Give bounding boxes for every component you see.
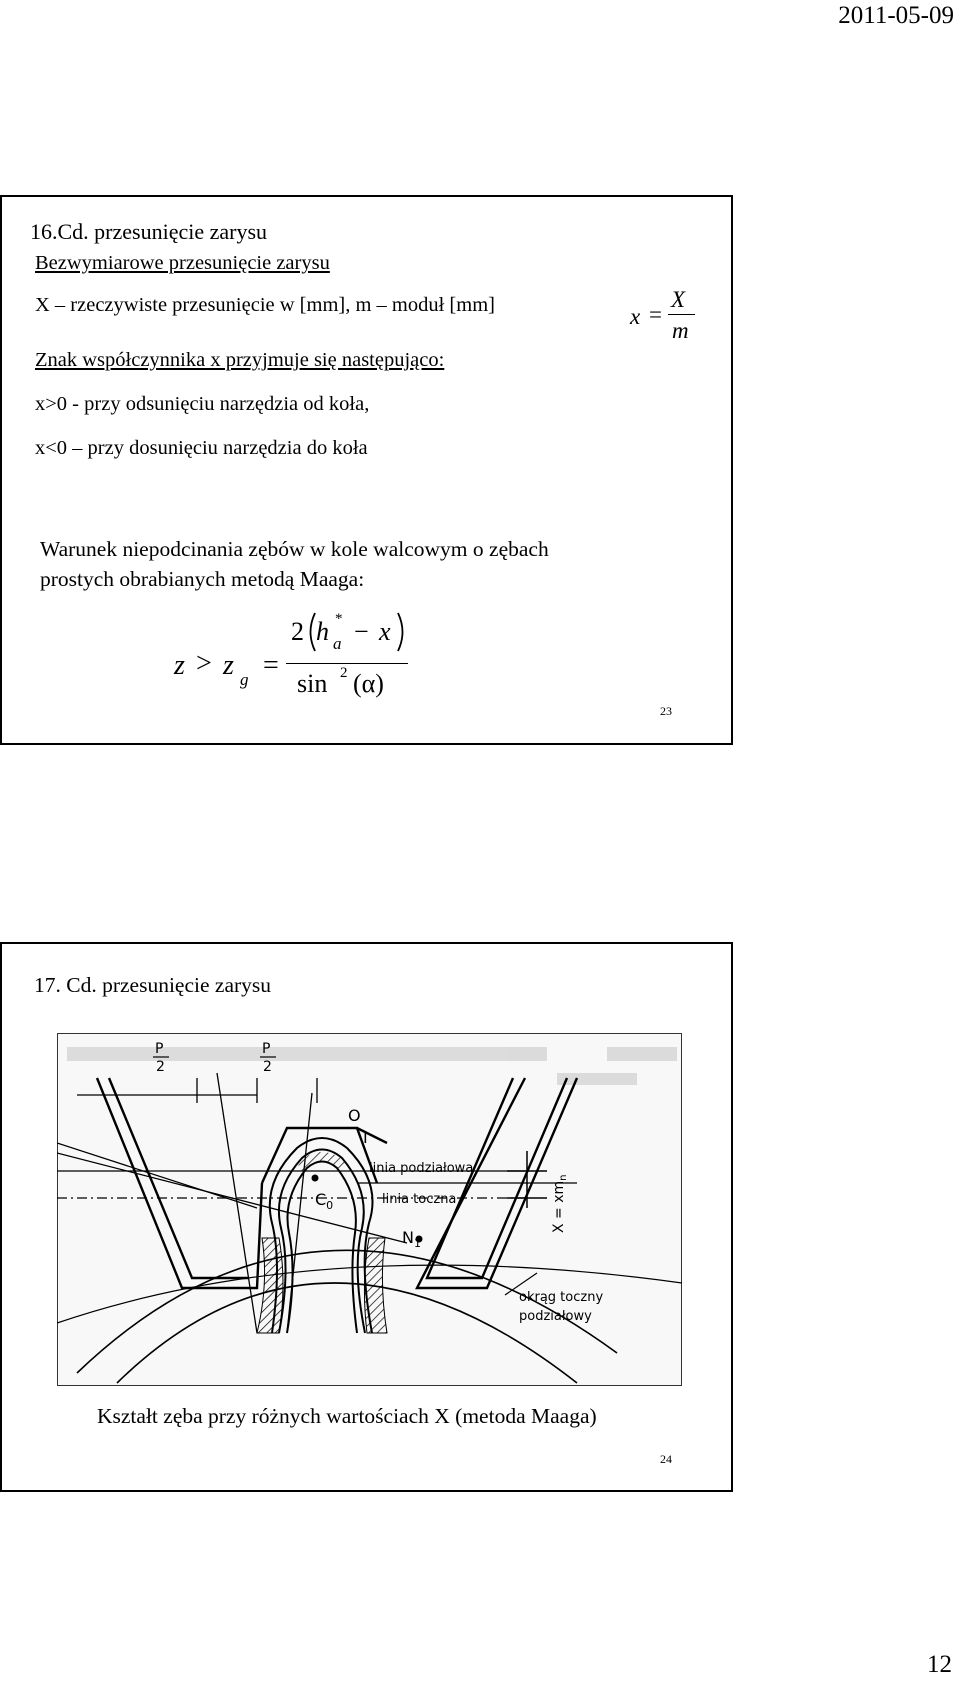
formula-eq: = [263, 650, 279, 681]
formula-sub-a: a [333, 634, 342, 653]
label-p2-num: P [262, 1041, 271, 1057]
formula-sub-g: g [240, 670, 249, 689]
slide-number: 23 [660, 704, 672, 718]
label-pitch-line: linia podziałowa [369, 1161, 474, 1176]
formula-minus: − [354, 617, 369, 646]
figure-caption: Kształt zęba przy różnych wartościach X (metoda Maaga) [97, 1404, 597, 1428]
label-x-equation: $X = xm_n$ [551, 1174, 569, 1233]
formula-num-h: h [316, 617, 329, 646]
formula-zg: z [223, 650, 234, 681]
slide-24 [0, 942, 733, 1492]
label-i: I [363, 1128, 368, 1147]
label-n1: $N_1$ [402, 1228, 421, 1250]
label-rolling-circle-1: okrąg toczny [519, 1290, 604, 1305]
label-o: O [348, 1106, 361, 1125]
bullet-positive: x>0 - przy odsunięciu narzędzia od koła, [35, 393, 370, 415]
subtitle: Bezwymiarowe przesunięcie zarysu [35, 252, 330, 274]
page-number: 12 [927, 1651, 952, 1678]
document-date: 2011-05-09 [838, 2, 954, 29]
bullet-negative: x<0 – przy dosunięciu narzędzia do koła [35, 437, 368, 459]
formula-x-den: m [672, 318, 689, 343]
label-p1-num: P [155, 1041, 164, 1057]
formula-x-num: X [671, 287, 686, 312]
condition-line-1: Warunek niepodcinania zębów w kole walcowym o zębach [40, 537, 549, 561]
condition-line-2: prostych obrabianych metodą Maaga: [40, 567, 365, 591]
x-definition-line: X – rzeczywiste przesunięcie w [mm], m – moduł [mm] [35, 294, 495, 316]
sign-heading: Znak współczynnika x przyjmuje się następująco: [35, 349, 445, 371]
formula-gt: > [196, 648, 212, 679]
formula-sup-2: 2 [340, 665, 348, 681]
formula-fraction-bar [286, 663, 408, 664]
label-c0: $C_0$ [315, 1190, 334, 1212]
formula-x-eq: = [649, 302, 662, 327]
formula-z: z [174, 650, 185, 681]
formula-x-lhs: x [630, 304, 641, 329]
formula-den-sin: sin [297, 669, 328, 698]
slide-number: 24 [660, 1452, 672, 1466]
formula-den-alpha: (α) [353, 669, 384, 698]
slide-title: 16.Cd. przesunięcie zarysu [30, 219, 268, 244]
label-rolling-circle-2: podziałowy [519, 1309, 592, 1324]
label-p2-den: 2 [263, 1059, 272, 1075]
formula-right-paren [395, 611, 409, 653]
label-p1-den: 2 [156, 1059, 165, 1075]
formula-num-x: x [379, 617, 391, 646]
formula-num-2: 2 [291, 617, 304, 646]
slide-title: 17. Cd. przesunięcie zarysu [34, 973, 272, 997]
formula-x-fraction-bar [668, 314, 695, 315]
label-rolling-line: linia toczna [382, 1192, 457, 1207]
formula-sup-star: * [335, 611, 343, 627]
slide-23 [0, 195, 733, 745]
gear-tooth-figure [57, 1033, 682, 1386]
